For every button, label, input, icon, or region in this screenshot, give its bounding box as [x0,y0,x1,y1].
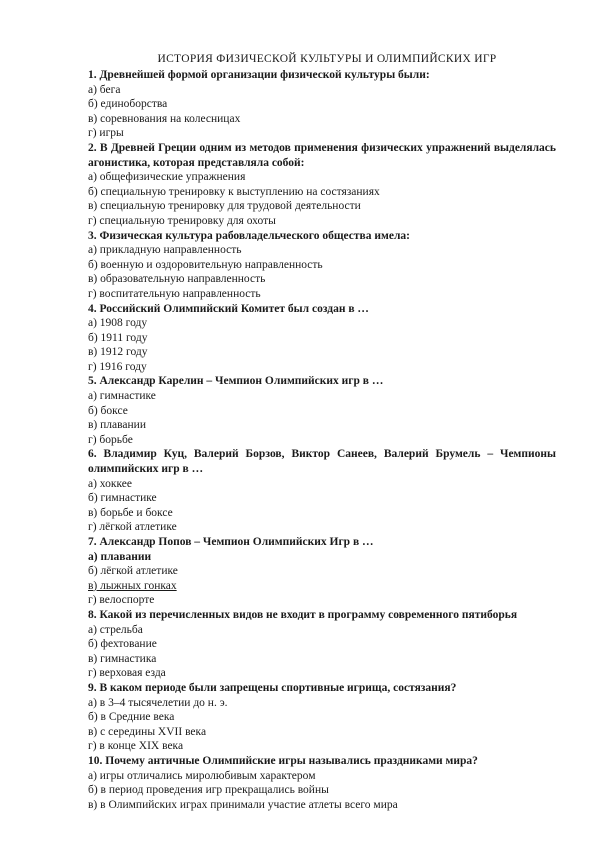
question-text: 5. Александр Карелин – Чемпион Олимпийских игр в … [88,375,384,388]
question-text: 3. Физическая культура рабовладельческого общества имела: [88,229,410,242]
page-title: ИСТОРИЯ ФИЗИЧЕСКОЙ КУЛЬТУРЫ И ОЛИМПИЙСКИХ ИГР [157,53,497,65]
answer-option: а) бега [88,83,121,96]
answer-option: б) единоборства [88,98,168,111]
answer-option: г) верховая езда [88,667,166,680]
answer-option: а) стрельба [88,623,143,636]
question-2 [88,141,556,229]
answer-option: а) игры отличались миролюбивым характером [88,769,316,782]
answer-option: в) соревнования на колесницах [88,112,241,125]
question-5 [88,374,556,447]
answer-option: а) гимнастике [88,390,156,403]
answer-option: в) лыжных гонках [88,579,177,592]
answer-option: а) хоккее [88,477,132,490]
answer-option: б) гимнастике [88,492,157,505]
answer-option: а) 1908 году [88,317,148,330]
answer-option: б) специальную тренировку к выступлению на состязаниях [88,185,380,198]
question-text: 8. Какой из перечисленных видов не входит в программу современного пятиборья [88,608,518,621]
question-text: 2. В Древней Греции одним из методов применения физических упражнений выделялась агонистика, которая представляла собой: [88,141,556,169]
question-text: 9. В каком периоде были запрещены спортивные игрища, состязания? [88,681,457,694]
answer-option: в) борьбе и боксе [88,506,173,519]
question-text: 1. Древнейшей формой организации физической культуры были: [88,69,430,81]
answer-option: г) 1916 году [88,360,147,373]
answer-option: г) в конце XIX века [88,740,184,753]
question-text: 7. Александр Попов – Чемпион Олимпийских Игр в … [88,536,374,548]
question-3 [88,229,556,302]
question-1 [88,68,556,141]
answer-option: в) с середины XVII века [88,725,207,738]
question-7 [88,535,556,608]
answer-option: б) боксе [88,404,128,417]
answer-option: г) велоспорте [88,594,155,607]
answer-option: в) специальную тренировку для трудовой деятельности [88,200,361,213]
question-8 [88,608,556,681]
answer-option: г) борьбе [88,433,133,446]
answer-option: б) лёгкой атлетике [88,565,178,578]
answer-option: в) гимнастика [88,652,157,665]
answer-option: б) военную и оздоровительную направленность [88,258,323,271]
question-10 [88,754,556,812]
answer-option: г) игры [88,127,124,140]
answer-option: г) воспитательную направленность [88,287,261,300]
answer-option: г) лёгкой атлетике [88,521,177,534]
answer-option: г) специальную тренировку для охоты [88,214,276,227]
question-text: 4. Российский Олимпийский Комитет был создан в … [88,302,369,315]
answer-option: а) общефизические упражнения [88,171,246,184]
answer-option: б) фехтование [88,638,157,651]
test-page [88,50,556,812]
question-4 [88,302,556,375]
answer-option: а) плавании [88,550,152,563]
question-text: 10. Почему античные Олимпийские игры назывались праздниками мира? [88,754,478,767]
answer-option: в) образовательную направленность [88,273,266,286]
answer-option: б) в Средние века [88,711,175,724]
answer-option: в) плавании [88,419,146,432]
answer-option: в) в Олимпийских играх принимали участие атлеты всего мира [88,798,398,811]
answer-option: б) в период проведения игр прекращались войны [88,784,329,797]
answer-option: б) 1911 году [88,331,148,344]
answer-option: в) 1912 году [88,346,148,359]
answer-option: а) прикладную направленность [88,244,242,257]
answer-option: а) в 3–4 тысячелетии до н. э. [88,696,228,709]
question-6 [88,447,556,535]
question-text: 6. Владимир Куц, Валерий Борзов, Виктор Санеев, Валерий Брумель – Чемпионы олимпийских игр в … [88,448,556,476]
question-9 [88,681,556,754]
